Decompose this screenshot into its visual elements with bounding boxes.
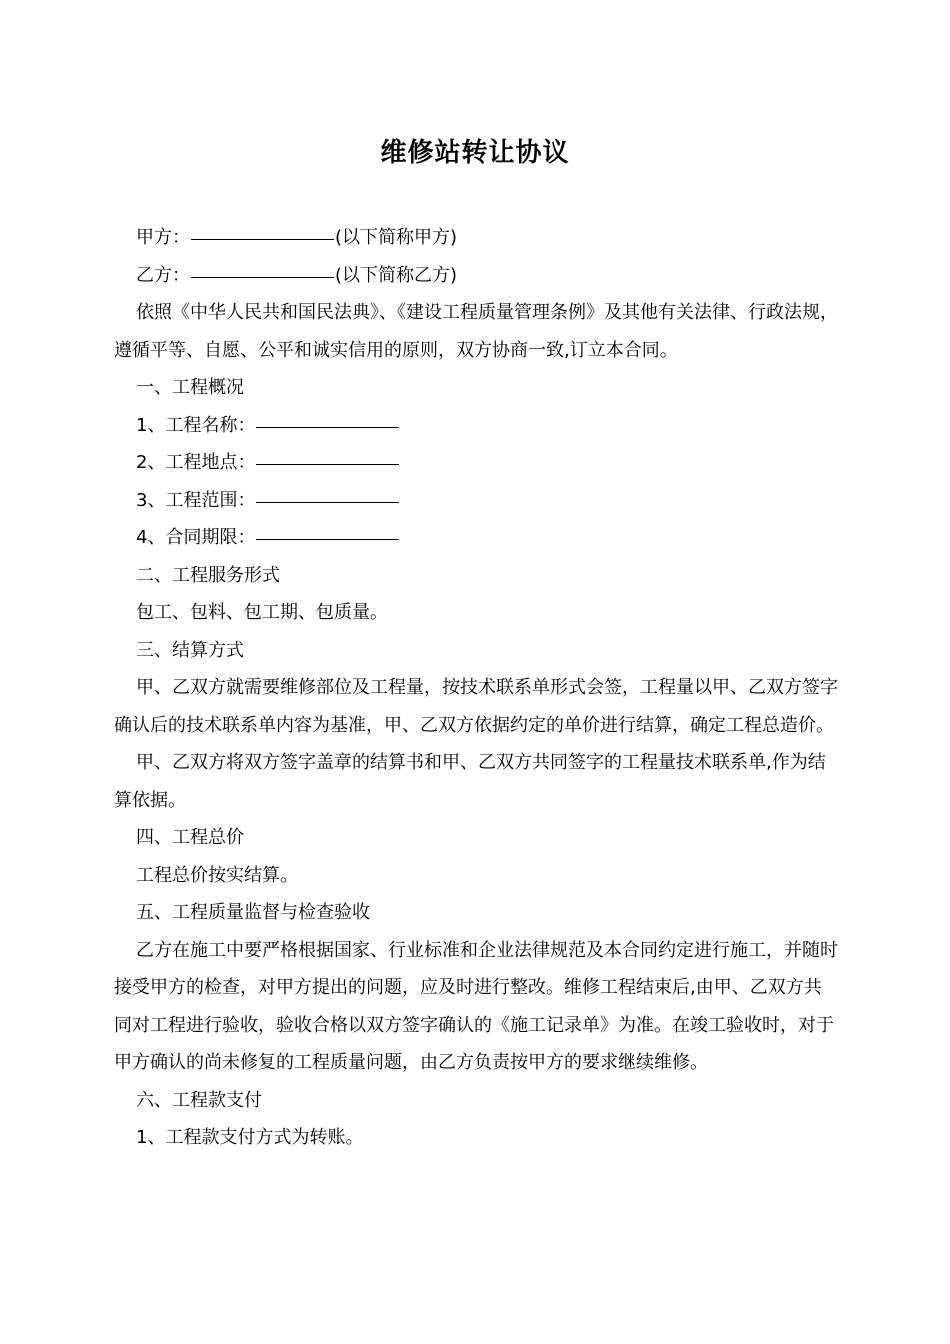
intro-paragraph: 依照《中华人民共和国民法典》、《建设工程质量管理条例》及其他有关法律、行政法规，遵循平等、自愿、公平和诚实信用的原则，双方协商一致,订立本合同。 <box>114 302 838 361</box>
section-2-text: 包工、包料、包工期、包质量。 <box>136 602 388 623</box>
section-5-paragraph: 乙方在施工中要严格根据国家、行业标准和企业法律规范及本合同约定进行施工，并随时接受甲方的检查，对甲方提出的问题，应及时进行整改。维修工程结束后,由甲、乙双方共同对工程进行验收，验收合格以双方签字确认的《施工记录单》为准。在竣工验收时，对于甲方确认的尚未修复的工程质量问题，由乙方负责按甲方的要求继续维修。 <box>114 939 838 1073</box>
section-1-heading: 一、工程概况 <box>136 377 244 398</box>
party-b-label: 乙方： <box>136 264 190 286</box>
party-b-suffix: (以下简称乙方) <box>335 264 458 286</box>
section-1-item-3 <box>114 482 839 520</box>
section-1-item-2 <box>114 444 839 482</box>
section-6-heading: 六、工程款支付 <box>136 1089 262 1111</box>
section-1-item-4 <box>114 519 839 557</box>
document-body <box>114 219 839 1157</box>
party-b-line <box>114 257 839 295</box>
section-1-item-1 <box>114 407 839 445</box>
section-3-paragraph-1: 甲、乙双方就需要维修部位及工程量，按技术联系单形式会签，工程量以甲、乙双方签字确认后的技术联系单内容为基准，甲、乙双方依据约定的单价进行结算，确定工程总造价。 <box>114 677 838 736</box>
project-name-label: 1、工程名称： <box>136 414 256 436</box>
party-a-blank <box>191 238 334 240</box>
section-4-text: 工程总价按实结算。 <box>136 864 298 886</box>
party-a-label: 甲方： <box>136 227 190 248</box>
section-3-heading: 三、结算方式 <box>136 639 244 661</box>
section-3-paragraph-2: 甲、乙双方将双方签字盖章的结算书和甲、乙双方共同签字的工程量技术联系单,作为结算依据。 <box>114 752 826 811</box>
contract-term-label: 4、合同期限： <box>136 527 256 548</box>
project-scope-label: 3、工程范围： <box>136 489 256 511</box>
section-6-item-1: 1、工程款支付方式为转账。 <box>136 1127 364 1148</box>
party-a-line <box>114 219 839 257</box>
party-b-blank <box>191 276 334 278</box>
section-5-heading: 五、工程质量监督与检查验收 <box>136 902 370 923</box>
project-name-blank <box>256 426 399 428</box>
section-4-heading: 四、工程总价 <box>136 827 244 848</box>
contract-term-blank <box>256 538 399 540</box>
party-a-suffix: (以下简称甲方) <box>335 227 458 248</box>
document-title: 维修站转让协议 <box>380 138 570 168</box>
project-scope-blank <box>256 501 399 503</box>
project-location-blank <box>256 463 399 465</box>
project-location-label: 2、工程地点： <box>136 452 256 473</box>
section-2-heading: 二、工程服务形式 <box>136 564 280 586</box>
